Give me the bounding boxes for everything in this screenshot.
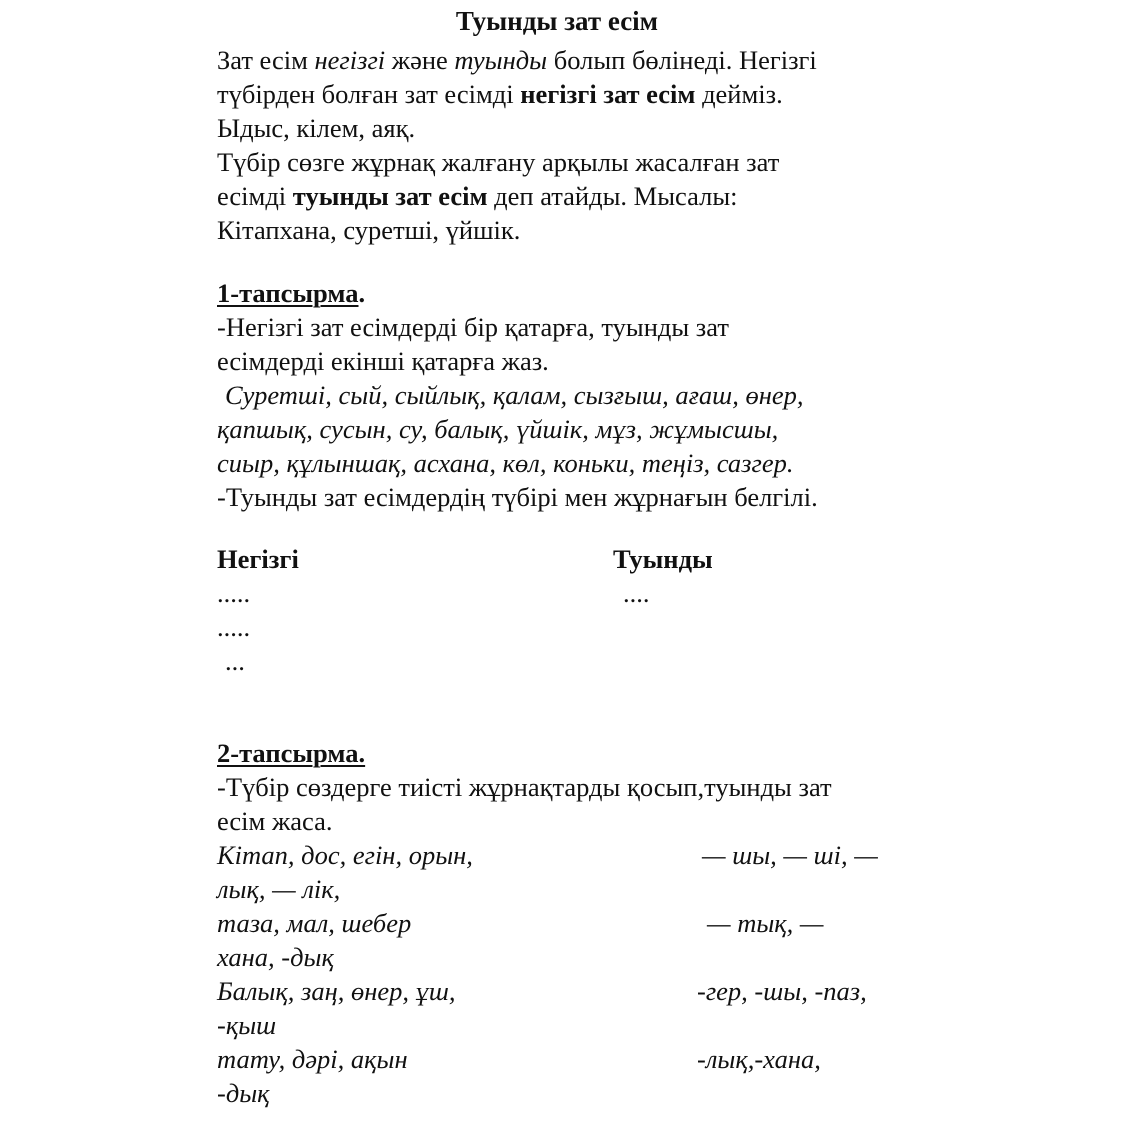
task2-instruction-line-2: есім жаса. [217,806,333,836]
task2-row-3-suffixes-cont: -қыш [217,1010,277,1040]
page-title: Туынды зат есім [455,6,659,36]
task1-word-list-line-3: сиыр, құлыншақ, асхана, көл, коньки, теңіз, сазгер. [217,448,794,478]
term-negizgi-zat-esim: негізгі зат есім [520,79,696,109]
task2-row-1-words: Кітап, дос, егін, орын, [217,840,473,870]
task1-instruction-line-2: есімдерді екінші қатарға жаз. [217,346,549,376]
task2-row-2-suffixes: — тық, — [707,908,824,938]
term-tuyndy: туынды [454,45,548,75]
task2-row-4-words: тату, дәрі, ақын [217,1044,408,1074]
term-negizgi: негізгі [314,45,386,75]
task2-row-3-suffixes: -гер, -шы, -паз, [697,976,867,1006]
intro-line-1 [217,44,817,76]
task1-instruction-line-1: -Негізгі зат есімдерді бір қатарға, туынды зат [217,312,729,342]
task2-row-1-suffixes-cont: лық, — лік, [217,874,341,904]
column-header-tuyndy: Туынды [613,544,713,574]
task2-row-1-suffixes: — шы, — ші, — [702,840,878,870]
answer-blank-left-1: ..... [217,578,251,608]
intro-text: Зат есім [217,45,315,75]
task2-instruction-line-1: -Түбір сөздерге тиісті жұрнақтарды қосып,туынды зат [217,772,832,802]
task2-heading: 2-тапсырма. [217,738,366,768]
task1-heading-text: 1-тапсырма [217,278,359,308]
answer-blank-left-3: ... [225,646,245,676]
intro-text: болып бөлінеді. Негізгі [547,45,817,75]
intro-line-5 [217,180,738,212]
answer-blank-left-2: ..... [217,612,251,642]
answer-blank-right-1: .... [623,578,650,608]
task1-heading [217,277,365,309]
task1-word-list-line-2: қапшық, сусын, су, балық, үйшік, мұз, жұмысшы, [217,414,779,444]
column-header-negizgi: Негізгі [217,544,299,574]
intro-text: дейміз. [695,79,783,109]
task2-row-4-suffixes-cont: -дық [217,1078,270,1108]
task2-row-2-words: таза, мал, шебер [217,908,412,938]
task1-word-list-line-1: Суретші, сый, сыйлық, қалам, сызғыш, ағаш, өнер, [225,380,804,410]
task1-heading-dot: . [358,278,366,308]
intro-text: есімді [217,181,293,211]
task2-row-4-suffixes: -лық,-хана, [697,1044,821,1074]
intro-line-4: Түбір сөзге жұрнақ жалғану арқылы жасалған зат [217,147,780,177]
intro-line-6: Кітапхана, суретші, үйшік. [217,215,521,245]
task2-row-2-suffixes-cont: хана, -дық [217,942,334,972]
intro-text: және [385,45,455,75]
task1-instruction-2: -Туынды зат есімдердің түбірі мен жұрнағын белгілі. [217,482,818,512]
intro-line-3: Ыдыс, кілем, аяқ. [217,113,416,143]
intro-text: түбірден болған зат есімді [217,79,521,109]
task2-row-3-words: Балық, заң, өнер, ұш, [217,976,456,1006]
term-tuyndy-zat-esim: туынды зат есім [292,181,488,211]
intro-text: деп атайды. Мысалы: [487,181,738,211]
intro-line-2 [217,78,783,110]
